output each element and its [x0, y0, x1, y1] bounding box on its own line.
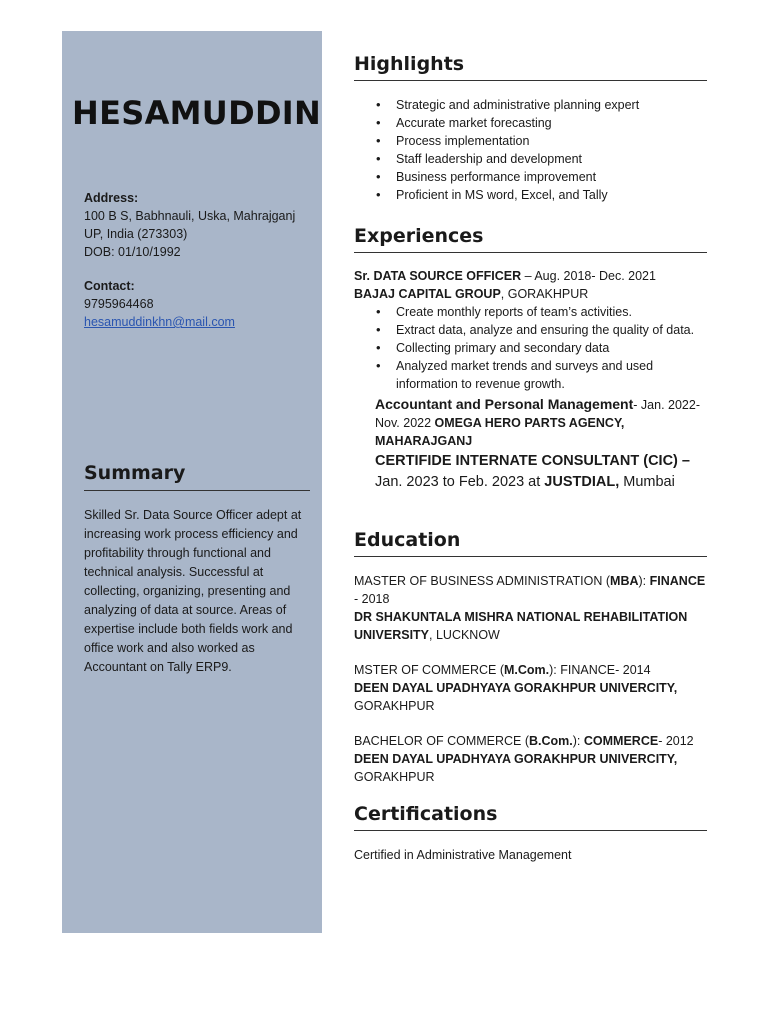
education-section [354, 572, 707, 786]
education-entry-mcom [354, 661, 707, 715]
job-1-duties [354, 303, 707, 393]
list-item: • Process implementation [354, 132, 707, 150]
degree-text: BACHELOR OF COMMERCE ( [354, 734, 530, 748]
school-name: DEEN DAYAL UPADHYAYA GORAKHPUR UNIVERCITY, [354, 681, 678, 695]
list-item: • Business performance improvement [354, 168, 707, 186]
summary-heading: Summary [84, 462, 310, 491]
job-1-title: Sr. DATA SOURCE OFFICER [354, 269, 522, 283]
list-item: • Strategic and administrative planning expert [354, 96, 707, 114]
date-of-birth: DOB: 01/10/1992 [84, 245, 181, 259]
address-block [84, 189, 316, 261]
school-name: DEEN DAYAL UPADHYAYA GORAKHPUR UNIVERCITY, [354, 752, 678, 766]
list-item: • Accurate market forecasting [354, 114, 707, 132]
degree-line [354, 572, 707, 608]
degree-subject: COMMERCE [583, 734, 659, 748]
contact-label: Contact: [84, 279, 135, 293]
job-1-dates: – Aug. 2018- Dec. 2021 [521, 269, 656, 283]
job-3-dates: Jan. 2023 to Feb. 2023 at [375, 474, 545, 490]
education-entry-mba [354, 572, 707, 644]
job-3-title: CERTIFIDE INTERNATE CONSULTANT (CIC) – [375, 453, 690, 469]
school-city: GORAKHPUR [354, 770, 435, 784]
list-item: • Proficient in MS word, Excel, and Tally [354, 186, 707, 204]
list-item: • Collecting primary and secondary data [354, 339, 707, 357]
job-3-entry [354, 451, 707, 493]
experiences-heading: Experiences [354, 225, 707, 253]
job-2-entry [354, 395, 707, 450]
email-link[interactable]: hesamuddinkhn@mail.com [84, 315, 235, 329]
experiences-section [354, 267, 707, 493]
school-city: GORAKHPUR [354, 699, 435, 713]
job-3-company: JUSTDIAL, [544, 474, 620, 490]
degree-year: - 2018 [354, 592, 390, 606]
job-1-company: BAJAJ CAPITAL GROUP [354, 287, 501, 301]
address-line-2: UP, India (273303) [84, 227, 188, 241]
highlights-list [354, 96, 707, 204]
education-heading: Education [354, 529, 707, 557]
list-item: • Create monthly reports of team’s activities. [354, 303, 707, 321]
school-name: DR SHAKUNTALA MISHRA NATIONAL REHABILITATION UNIVERSITY [354, 610, 688, 642]
job-2-dates: - Jan. 2022- Nov. 2022 [375, 398, 700, 430]
education-entry-bcom [354, 732, 707, 786]
degree-abbr: MBA [610, 574, 639, 588]
summary-text: Skilled Sr. Data Source Officer adept at increasing work process efficiency and profitability through functional and technical analysis. Successful at collecting, organizing, presenting and analyzing of data at source. Areas of expertise include both fields work and office work and also worked as Accountant on Tally ERP9. [84, 508, 302, 674]
degree-text: ): [638, 574, 650, 588]
degree-line [354, 732, 707, 750]
phone-number: 9795964468 [84, 297, 154, 311]
address-label: Address: [84, 191, 139, 205]
job-2-company: OMEGA HERO PARTS AGENCY, MAHARAJGANJ [375, 416, 625, 448]
degree-subject: FINANCE [649, 574, 706, 588]
degree-abbr: M.Com. [504, 663, 550, 677]
degree-text: ): [572, 734, 584, 748]
degree-line [354, 661, 707, 679]
list-item: • Analyzed market trends and surveys and used information to revenue growth. [354, 357, 707, 393]
degree-text: MSTER OF COMMERCE ( [354, 663, 504, 677]
candidate-name: HESAMUDDIN [72, 94, 322, 132]
job-3-city: Mumbai [619, 474, 675, 490]
degree-text: MASTER OF BUSINESS ADMINISTRATION ( [354, 574, 611, 588]
contact-block [84, 277, 316, 331]
job-2-title: Accountant and Personal Management [375, 396, 634, 412]
highlights-section [354, 96, 707, 204]
address-line-1: 100 B S, Babhnauli, Uska, Mahrajganj [84, 209, 296, 223]
school-city: , LUCKNOW [429, 628, 500, 642]
degree-abbr: B.Com. [529, 734, 573, 748]
list-item: • Extract data, analyze and ensuring the quality of data. [354, 321, 707, 339]
job-1-title-line [354, 267, 707, 285]
certifications-heading: Certifications [354, 803, 707, 831]
degree-text: ): FINANCE- 2014 [549, 663, 651, 677]
highlights-heading: Highlights [354, 53, 707, 81]
degree-year: - 2012 [658, 734, 694, 748]
job-1-company-line [354, 285, 707, 303]
certification-text: Certified in Administrative Management [354, 848, 572, 862]
list-item: • Staff leadership and development [354, 150, 707, 168]
school-line [354, 608, 707, 644]
job-1-location: , GORAKHPUR [500, 287, 589, 301]
